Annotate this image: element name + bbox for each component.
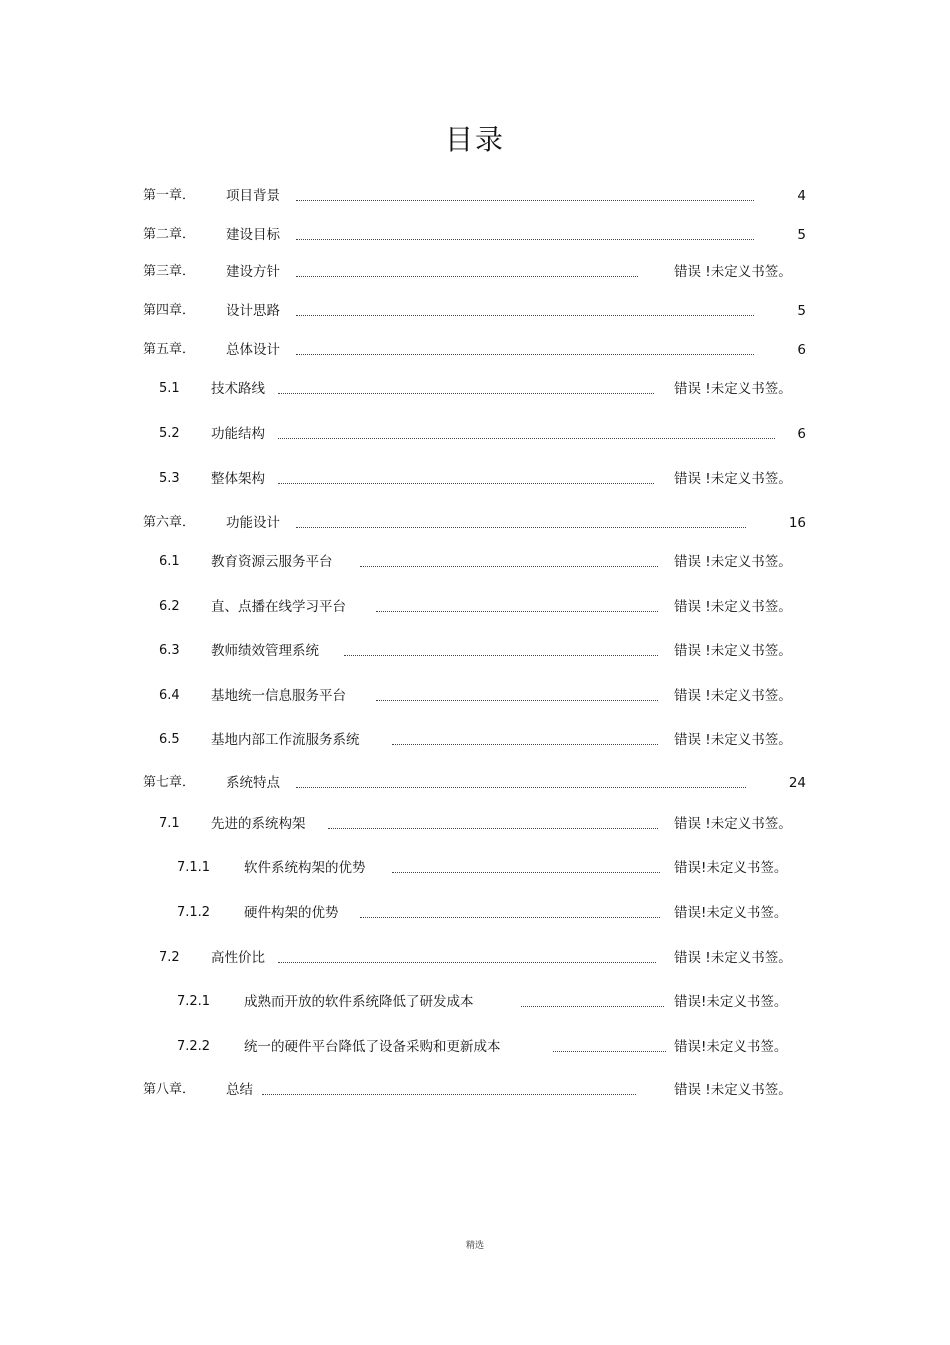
- toc-entry-title: 软件系统构架的优势: [244, 860, 366, 876]
- toc-leader-dots: [360, 565, 658, 567]
- toc-entry[interactable]: [0, 856, 950, 880]
- toc-leader-dots: [278, 392, 654, 394]
- toc-entry[interactable]: [0, 946, 950, 970]
- toc-entry-page: 错误 !未定义书签。: [674, 643, 792, 659]
- toc-entry-title: 总结: [226, 1082, 253, 1098]
- toc-entry-number: 7.1.2: [177, 905, 211, 920]
- toc-leader-dots: [392, 871, 660, 873]
- toc-entry[interactable]: [0, 595, 950, 619]
- toc-leader-dots: [296, 526, 746, 528]
- toc-entry-page: 5: [797, 227, 806, 243]
- toc-entry-title: 先进的系统构架: [211, 816, 306, 832]
- toc-entry-number: 第三章．: [143, 264, 196, 279]
- toc-leader-dots: [262, 1093, 636, 1095]
- page-title: 目录: [444, 123, 505, 156]
- toc-entry[interactable]: [0, 771, 950, 795]
- toc-entry-title: 成熟而开放的软件系统降低了研发成本: [244, 994, 474, 1010]
- toc-entry-page: 6: [797, 426, 806, 442]
- toc-entry-number: 6.1: [159, 554, 180, 569]
- toc-leader-dots: [376, 699, 658, 701]
- toc-entry-number: 6.5: [159, 732, 180, 747]
- toc-entry-page: 错误 !未定义书签。: [674, 599, 792, 615]
- toc-entry-number: 7.2.2: [177, 1039, 211, 1054]
- toc-leader-dots: [278, 437, 775, 439]
- toc-entry-number: 6.4: [159, 688, 180, 703]
- toc-entry-title: 高性价比: [211, 950, 265, 966]
- toc-entry[interactable]: [0, 223, 950, 247]
- toc-leader-dots: [360, 916, 660, 918]
- toc-entry-title: 直、点播在线学习平台: [211, 599, 346, 615]
- toc-entry[interactable]: [0, 299, 950, 323]
- toc-entry[interactable]: [0, 901, 950, 925]
- toc-entry-number: 第二章．: [143, 227, 196, 242]
- toc-leader-dots: [328, 827, 658, 829]
- toc-leader-dots: [296, 275, 638, 277]
- toc-entry-number: 7.1: [159, 816, 180, 831]
- toc-entry-number: 5.1: [159, 381, 180, 396]
- toc-leader-dots: [376, 610, 658, 612]
- toc-entry[interactable]: [0, 1035, 950, 1059]
- toc-entry-page: 5: [797, 303, 806, 319]
- toc-entry-page: 错误 !未定义书签。: [674, 554, 792, 570]
- toc-leader-dots: [392, 743, 658, 745]
- toc-entry-number: 7.1.1: [177, 860, 211, 875]
- toc-entry-title: 建设方针: [226, 264, 280, 280]
- toc-entry-title: 统一的硬件平台降低了设备采购和更新成本: [244, 1039, 501, 1055]
- toc-entry-number: 第七章．: [143, 775, 196, 790]
- toc-entry-number: 第一章．: [143, 188, 196, 203]
- toc-entry-number: 第五章．: [143, 342, 196, 357]
- toc-entry[interactable]: [0, 728, 950, 752]
- toc-entry-page: 16: [788, 515, 806, 531]
- toc-entry-page: 错误 !未定义书签。: [674, 264, 792, 280]
- toc-entry-page: 24: [788, 775, 806, 791]
- toc-entry[interactable]: [0, 422, 950, 446]
- toc-entry[interactable]: [0, 511, 950, 535]
- toc-leader-dots: [553, 1050, 666, 1052]
- toc-entry[interactable]: [0, 338, 950, 362]
- toc-entry-title: 基地内部工作流服务系统: [211, 732, 360, 748]
- toc-entry-title: 技术路线: [211, 381, 265, 397]
- toc-entry-number: 7.2.1: [177, 994, 211, 1009]
- toc-entry-title: 基地统一信息服务平台: [211, 688, 346, 704]
- toc-entry[interactable]: [0, 260, 950, 284]
- toc-entry-number: 第六章．: [143, 515, 196, 530]
- toc-entry-page: 错误!未定义书签。: [674, 860, 788, 876]
- toc-entry-number: 6.2: [159, 599, 180, 614]
- toc-leader-dots: [344, 654, 658, 656]
- toc-entry[interactable]: [0, 990, 950, 1014]
- toc-entry[interactable]: [0, 684, 950, 708]
- toc-entry-title: 总体设计: [226, 342, 280, 358]
- toc-entry-title: 功能结构: [211, 426, 265, 442]
- toc-entry-title: 建设目标: [226, 227, 280, 243]
- toc-leader-dots: [278, 482, 654, 484]
- toc-entry-page: 错误!未定义书签。: [674, 1039, 788, 1055]
- toc-entry-number: 第四章．: [143, 303, 196, 318]
- toc-entry-page: 错误!未定义书签。: [674, 994, 788, 1010]
- toc-entry-page: 6: [797, 342, 806, 358]
- toc-entry[interactable]: [0, 639, 950, 663]
- toc-leader-dots: [296, 353, 754, 355]
- toc-entry-page: 错误!未定义书签。: [674, 905, 788, 921]
- toc-entry-page: 错误 !未定义书签。: [674, 381, 792, 397]
- toc-leader-dots: [296, 238, 754, 240]
- toc-entry[interactable]: [0, 812, 950, 836]
- toc-entry-page: 错误 !未定义书签。: [674, 1082, 792, 1098]
- toc-entry-number: 第八章．: [143, 1082, 196, 1097]
- toc-entry-number: 7.2: [159, 950, 180, 965]
- toc-entry[interactable]: [0, 550, 950, 574]
- toc-leader-dots: [296, 314, 754, 316]
- toc-entry-title: 项目背景: [226, 188, 280, 204]
- toc-leader-dots: [521, 1005, 664, 1007]
- toc-entry-page: 错误 !未定义书签。: [674, 950, 792, 966]
- toc-leader-dots: [296, 199, 754, 201]
- toc-entry-number: 6.3: [159, 643, 180, 658]
- toc-entry-title: 硬件构架的优势: [244, 905, 339, 921]
- page-footer: 精选: [465, 1241, 484, 1251]
- toc-leader-dots: [296, 786, 746, 788]
- toc-entry-page: 错误 !未定义书签。: [674, 732, 792, 748]
- toc-entry-number: 5.2: [159, 426, 180, 441]
- toc-entry-page: 错误 !未定义书签。: [674, 688, 792, 704]
- toc-entry-title: 系统特点: [226, 775, 280, 791]
- toc-entry[interactable]: [0, 467, 950, 491]
- toc-entry[interactable]: [0, 377, 950, 401]
- toc-entry-title: 功能设计: [226, 515, 280, 531]
- toc-entry-title: 教师绩效管理系统: [211, 643, 319, 659]
- toc-leader-dots: [278, 961, 656, 963]
- toc-entry[interactable]: [0, 1078, 950, 1102]
- toc-entry-page: 4: [797, 188, 806, 204]
- toc-entry[interactable]: [0, 184, 950, 208]
- toc-entry-title: 教育资源云服务平台: [211, 554, 333, 570]
- toc-entry-page: 错误 !未定义书签。: [674, 471, 792, 487]
- toc-entry-title: 整体架构: [211, 471, 265, 487]
- toc-entry-page: 错误 !未定义书签。: [674, 816, 792, 832]
- toc-entry-number: 5.3: [159, 471, 180, 486]
- toc-entry-title: 设计思路: [226, 303, 280, 319]
